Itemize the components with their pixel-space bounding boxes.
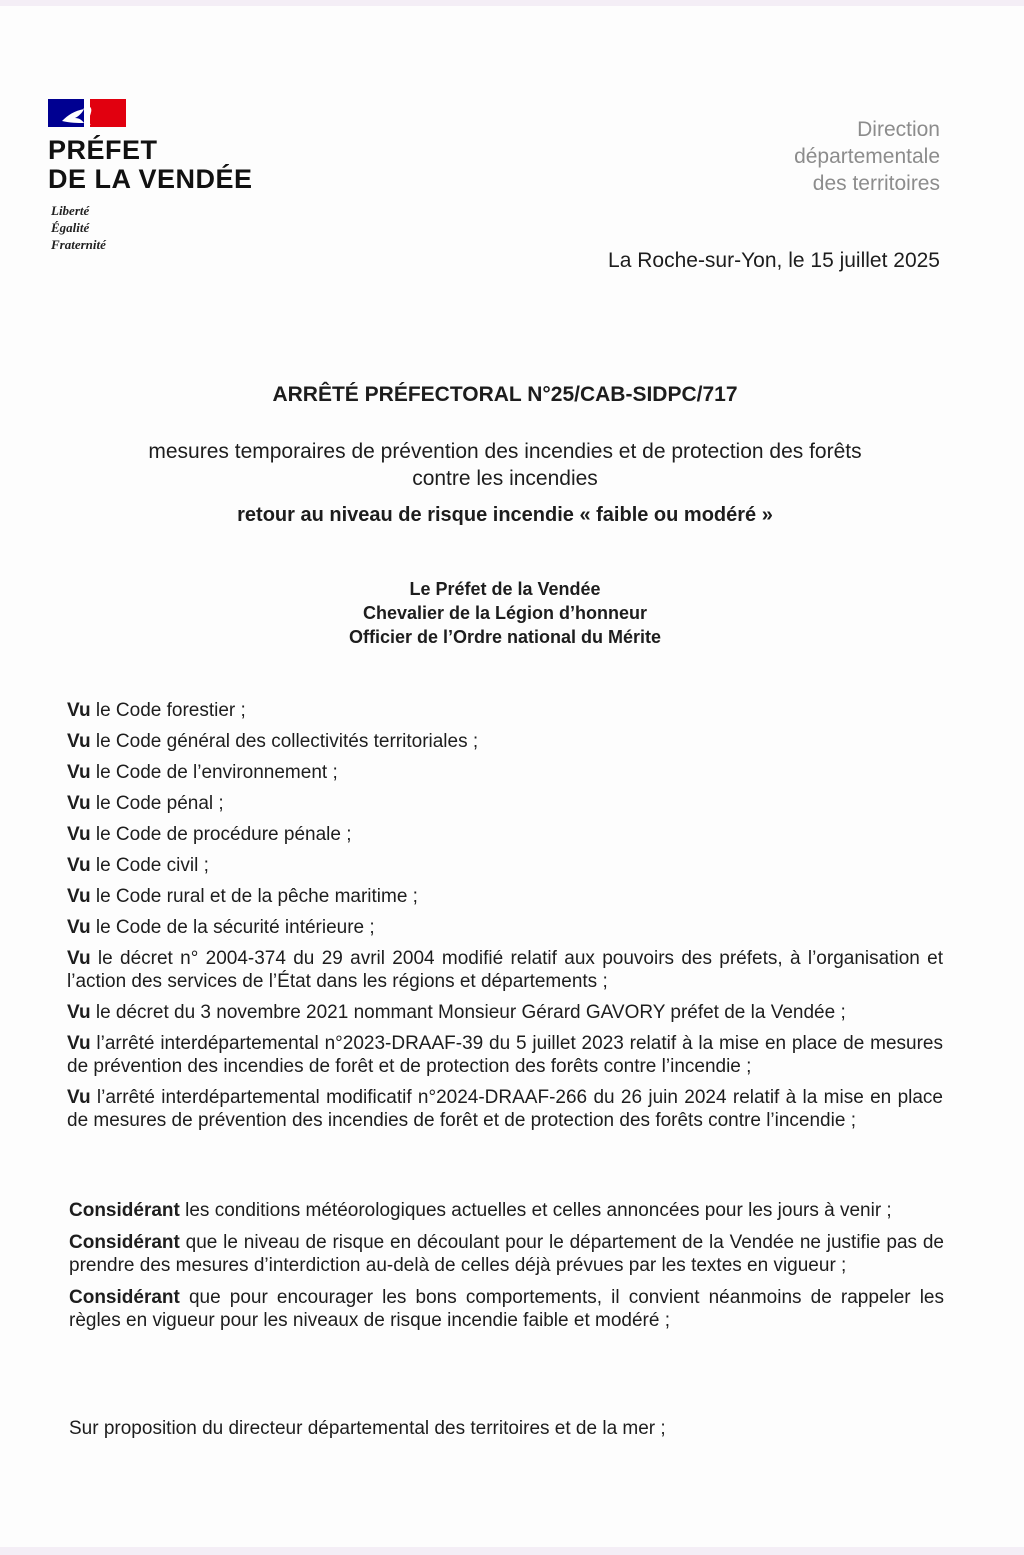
visa-item: Vu le Code général des collectivités territoriales ; (67, 731, 479, 752)
prefet-title-line1: PRÉFET (48, 135, 158, 165)
prefet-honor-merite: Officier de l’Ordre national du Mérite (348, 627, 662, 647)
visas-list (67, 699, 943, 1140)
visa-item: Vu le Code rural et de la pêche maritime ; (67, 886, 418, 907)
prefet-titles (60, 577, 950, 649)
devise-liberte: Liberté (51, 203, 90, 218)
proposition: Sur proposition du directeur départemental des territoires et de la mer ; (69, 1418, 666, 1439)
visa-item: Vu le Code pénal ; (67, 793, 224, 814)
considerants-list (69, 1199, 944, 1341)
visa-item: Vu le décret n° 2004-374 du 29 avril 2004 modifié relatif aux pouvoirs des préfets, à l’organisation et l’action des services de l’État dans les régions et départements ; (67, 948, 943, 992)
prefet-logo-block (48, 99, 253, 253)
visa-item: Vu le décret du 3 novembre 2021 nommant Monsieur Gérard GAVORY préfet de la Vendée ; (67, 1002, 846, 1023)
direction-line3: des territoires (812, 172, 940, 195)
visa-item: Vu le Code de la sécurité intérieure ; (67, 917, 375, 938)
arrete-number: ARRÊTÉ PRÉFECTORAL N°25/CAB-SIDPC/717 (272, 383, 738, 406)
prefet-name: Le Préfet de la Vendée (409, 579, 601, 599)
subject-line1: mesures temporaires de prévention des incendies et de protection des forêts (148, 440, 862, 463)
visa-item: Vu le Code civil ; (67, 855, 209, 876)
direction-line1: Direction (857, 118, 940, 141)
visa-item: Vu l’arrêté interdépartemental n°2023-DRAAF-39 du 5 juillet 2023 relatif à la mise en place de mesures de prévention des incendies de forêt et de protection des forêts contre l’incendie ; (67, 1033, 943, 1077)
devise (48, 202, 253, 253)
arrete-subject (60, 438, 950, 492)
visa-item: Vu le Code forestier ; (67, 700, 246, 721)
visa-item: Vu le Code de procédure pénale ; (67, 824, 352, 845)
place-date: La Roche-sur-Yon, le 15 juillet 2025 (608, 249, 940, 272)
considerant-item: Considérant que pour encourager les bons comportements, il convient néanmoins de rappeler les règles en vigueur pour les niveaux de risque incendie faible et modéré ; (69, 1287, 944, 1331)
direction-line2: départementale (794, 145, 940, 168)
risk-level-title: retour au niveau de risque incendie « faible ou modéré » (237, 504, 773, 526)
considerant-item: Considérant les conditions météorologiques actuelles et celles annoncées pour les jours à venir ; (69, 1200, 892, 1221)
visa-item: Vu le Code de l’environnement ; (67, 762, 338, 783)
subject-line2: contre les incendies (412, 467, 598, 490)
prefet-honor-legion: Chevalier de la Légion d’honneur (362, 603, 648, 623)
devise-egalite: Égalité (51, 220, 90, 235)
document-page (0, 6, 1024, 1547)
issuing-direction (794, 116, 940, 197)
marianne-logo (48, 99, 126, 127)
prefet-title-line2: DE LA VENDÉE (48, 164, 253, 194)
considerant-item: Considérant que le niveau de risque en découlant pour le département de la Vendée ne justifie pas de prendre des mesures d’interdiction au-delà de celles déjà prévues par les textes en vigueur ; (69, 1232, 944, 1276)
visa-item: Vu l’arrêté interdépartemental modificatif n°2024-DRAAF-266 du 26 juin 2024 relatif à la mise en place de mesures de prévention des incendies de forêt et de protection des forêts contre l’incendie ; (67, 1087, 943, 1131)
devise-fraternite: Fraternité (51, 237, 106, 252)
